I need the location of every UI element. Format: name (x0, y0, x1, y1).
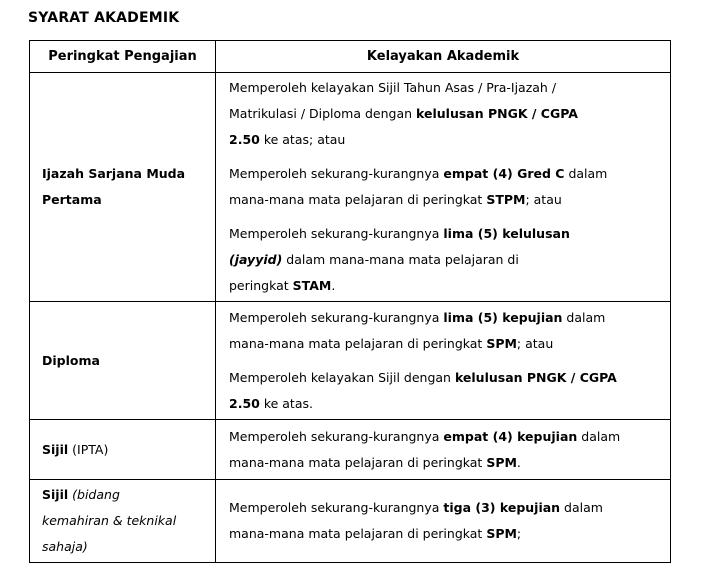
text-run: mana-mana mata pelajaran di peringkat (229, 526, 487, 541)
text-run: dalam (564, 166, 608, 181)
text-line (229, 305, 658, 331)
text-run: SPM (486, 454, 517, 470)
text-line (229, 127, 658, 153)
text-run: ; atau (516, 335, 554, 351)
table-row (30, 480, 671, 563)
criteria-paragraph (229, 161, 658, 213)
text-line (229, 365, 658, 391)
text-run: mana-mana mata pelajaran di peringkat (229, 335, 487, 351)
text-line (229, 247, 658, 273)
text-line (229, 424, 658, 450)
text-line (42, 187, 203, 213)
text-run: dalam (577, 428, 621, 444)
page-title: SYARAT AKADEMIK (28, 10, 180, 26)
criteria-paragraph (229, 365, 658, 417)
text-line (42, 508, 203, 534)
text-line (229, 331, 658, 357)
text-run: Ijazah Sarjana Muda (42, 166, 186, 181)
criteria-paragraph (229, 495, 658, 547)
text-run: dalam (562, 309, 606, 325)
criteria-paragraph (229, 305, 658, 357)
criteria-paragraph (229, 221, 658, 299)
column-header-kelayakan-akademik: Kelayakan Akademik (216, 41, 671, 73)
text-run: Memperoleh sekurang-kurangnya (229, 500, 444, 515)
text-run: Pertama (42, 192, 102, 207)
criteria-cell (216, 480, 671, 563)
text-run: ; (516, 526, 522, 541)
text-run: Diploma (42, 352, 100, 368)
academic-requirements-table (29, 40, 671, 563)
text-run: lima (5) kepujian (443, 309, 563, 325)
text-run: empat (4) Gred C (443, 166, 565, 181)
text-line (229, 75, 658, 101)
criteria-paragraph (229, 75, 658, 153)
text-line (42, 482, 203, 508)
text-run: empat (4) kepujian (443, 428, 578, 444)
table-row (30, 302, 671, 420)
text-run: dalam mana-mana mata pelajaran di (282, 252, 519, 267)
text-run: ke atas; atau (259, 132, 346, 147)
text-line (229, 101, 658, 127)
criteria-cell (216, 302, 671, 420)
text-run: (IPTA) (68, 441, 109, 457)
text-line (42, 437, 203, 463)
text-run: Matrikulasi / Diploma dengan (229, 106, 417, 121)
table-row (30, 420, 671, 480)
text-run: ke atas. (259, 395, 313, 411)
text-run: peringkat (229, 278, 293, 293)
text-run: Sijil (42, 487, 69, 502)
level-cell (30, 302, 216, 420)
text-run: (jayyid) (229, 252, 283, 267)
text-line (42, 534, 203, 560)
text-run: . (516, 454, 521, 470)
level-cell (30, 480, 216, 563)
text-run: Memperoleh kelayakan Sijil dengan (229, 369, 455, 385)
text-run: tiga (3) kepujian (443, 500, 561, 515)
text-line (229, 495, 658, 521)
text-run: Memperoleh sekurang-kurangnya (229, 166, 444, 181)
text-run: 2.50 (229, 132, 260, 147)
text-run: SPM (486, 335, 517, 351)
text-run: ; atau (525, 192, 562, 207)
text-run: . (331, 278, 336, 293)
criteria-cell (216, 73, 671, 302)
text-run: kemahiran & teknikal (42, 513, 177, 528)
column-header-peringkat-pengajian: Peringkat Pengajian (30, 41, 216, 73)
text-run: Memperoleh kelayakan Sijil Tahun Asas / Pra-Ijazah / (229, 80, 557, 95)
criteria-cell (216, 420, 671, 480)
text-run: lima (5) kelulusan (443, 226, 570, 241)
text-line (229, 221, 658, 247)
text-run: 2.50 (229, 395, 260, 411)
text-run: dalam (560, 500, 603, 515)
table-row (30, 73, 671, 302)
level-cell (30, 73, 216, 302)
criteria-paragraph (229, 424, 658, 476)
text-run: kelulusan PNGK / CGPA (454, 369, 617, 385)
text-line (229, 187, 658, 213)
text-run: mana-mana mata pelajaran di peringkat (229, 454, 487, 470)
text-run: Memperoleh sekurang-kurangnya (229, 309, 444, 325)
text-run: kelulusan PNGK / CGPA (416, 106, 578, 121)
text-run: mana-mana mata pelajaran di peringkat (229, 192, 487, 207)
header-row (30, 41, 671, 73)
text-line (42, 348, 203, 374)
text-run: Memperoleh sekurang-kurangnya (229, 428, 444, 444)
text-line (229, 273, 658, 299)
text-line (229, 521, 658, 547)
text-run: STPM (486, 192, 526, 207)
text-run: (bidang (72, 487, 120, 502)
text-run: Memperoleh sekurang-kurangnya (229, 226, 444, 241)
text-run: STAM (292, 278, 332, 293)
text-line (42, 161, 203, 187)
text-run: Sijil (42, 441, 69, 457)
text-line (229, 391, 658, 417)
text-run: SPM (486, 526, 517, 541)
level-cell (30, 420, 216, 480)
text-line (229, 450, 658, 476)
text-line (229, 161, 658, 187)
text-run: sahaja) (42, 539, 88, 554)
